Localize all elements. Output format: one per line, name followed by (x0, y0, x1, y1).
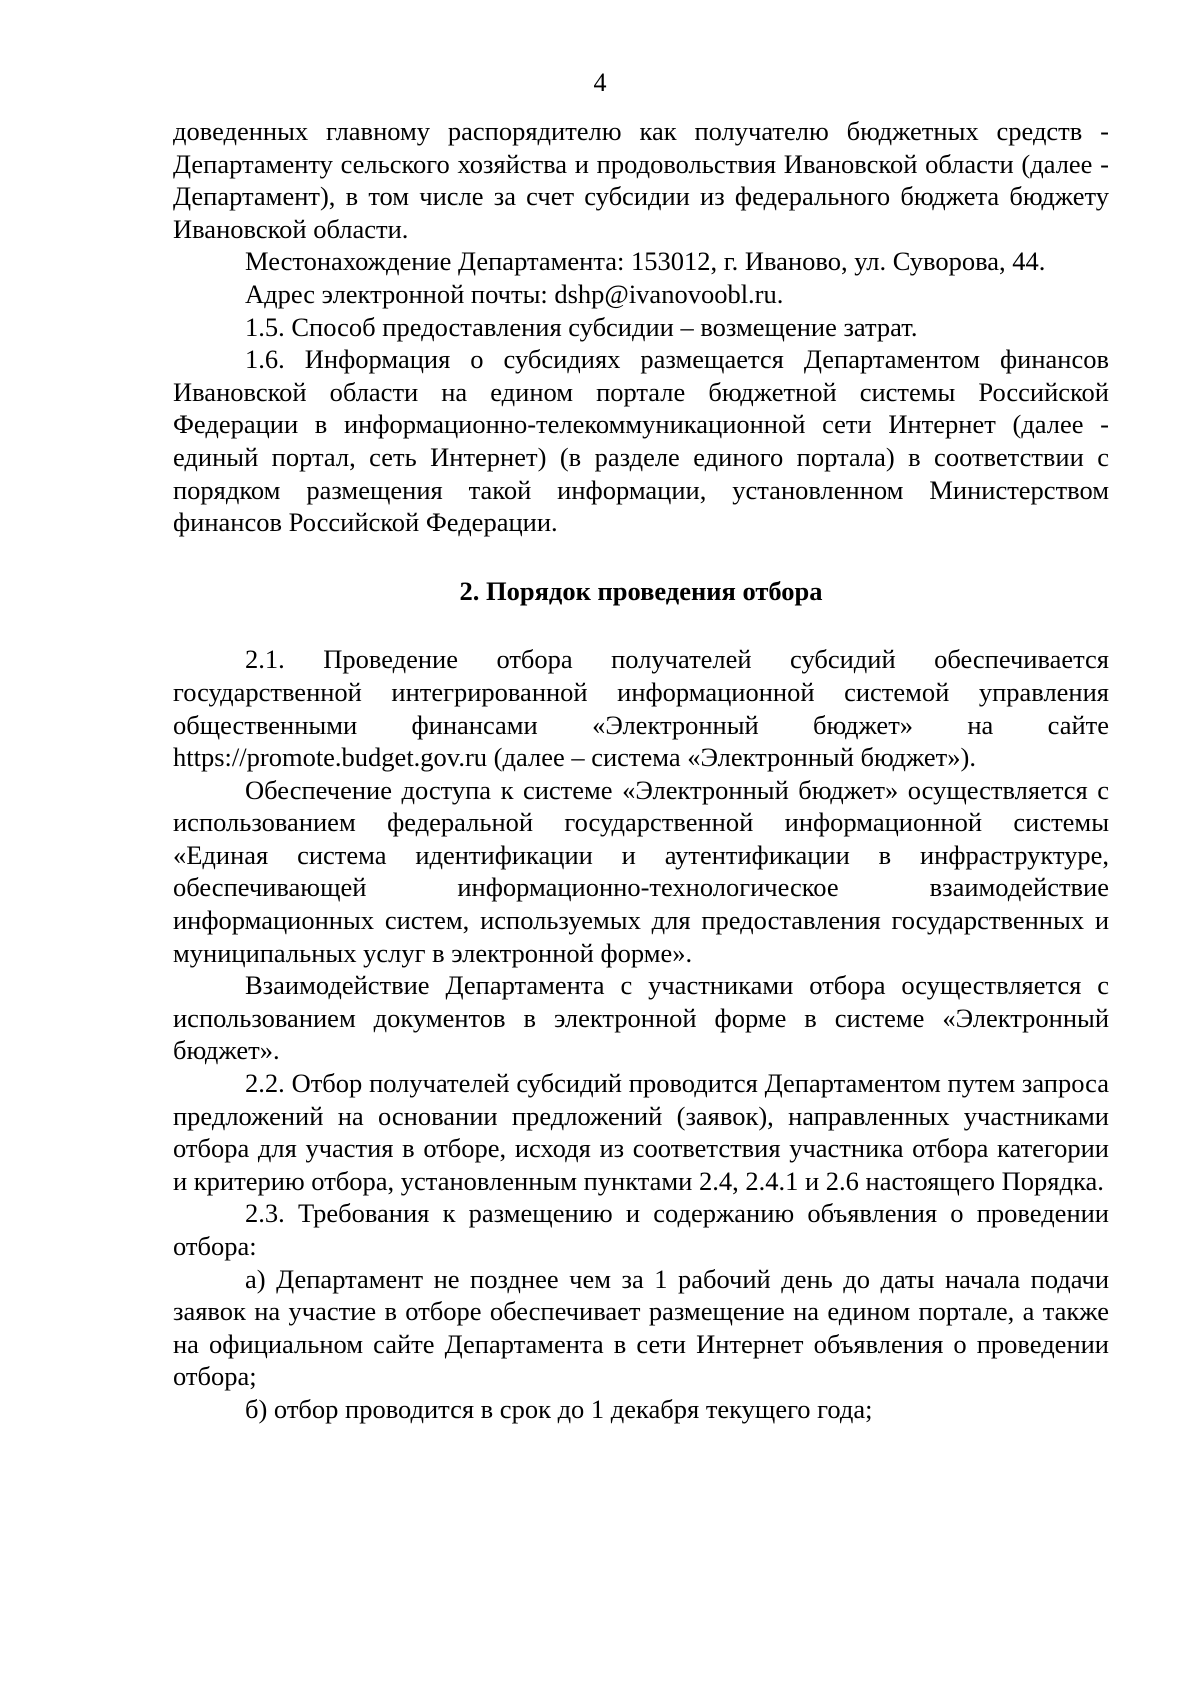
paragraph-2-2: 2.2. Отбор получателей субсидий проводится Департаментом путем запроса предложений на основании предложений (заявок), направленных участниками отбора для участия в отборе, исходя из соответствия участника отбора категории и критерию отбора, установленным пунктами 2.4, 2.4.1 и 2.6 настоящего Порядка. (173, 1068, 1109, 1196)
paragraph-email-address: Адрес электронной почты: dshp@ivanovoobl.ru. (245, 278, 784, 309)
paragraph-1-5: 1.5. Способ предоставления субсидии – возмещение затрат. (245, 311, 918, 342)
paragraph-1-6: 1.6. Информация о субсидиях размещается Департаментом финансов Ивановской области на едином портале бюджетной системы Российской Федерации в информационно-телекоммуникационной сети Интернет (далее - единый портал, сеть Интернет) (в разделе единого портала) в соответствии с порядком размещения такой информации, установленном Министерством финансов Российской Федерации. (173, 344, 1109, 538)
paragraph-2-3: 2.3. Требования к размещению и содержанию объявления о проведении отбора: (173, 1198, 1109, 1261)
paragraph-2-1: 2.1. Проведение отбора получателей субсидий обеспечивается государственной интегрированной информационной системой управления общественными финансами «Электронный бюджет» на сайте https://promote.budget.gov.ru (далее – система «Электронный бюджет»). (173, 644, 1109, 773)
section-heading: 2. Порядок проведения отбора (459, 575, 823, 606)
paragraph-item-b: б) отбор проводится в срок до 1 декабря текущего года; (245, 1393, 873, 1424)
paragraph-department-location: Местонахождение Департамента: 153012, г. Иваново, ул. Суворова, 44. (245, 246, 1046, 277)
paragraph-continuation: доведенных главному распорядителю как получателю бюджетных средств - Департаменту сельского хозяйства и продовольствия Ивановской области (далее - Департамент), в том числе за счет субсидии из федерального бюджета бюджету Ивановской области. (173, 116, 1109, 244)
page-number: 4 (593, 68, 607, 97)
paragraph-interaction: Взаимодействие Департамента с участниками отбора осуществляется с использованием документов в электронной форме в системе «Электронный бюджет». (173, 970, 1109, 1066)
document-body (173, 115, 1109, 1426)
paragraph-item-a: а) Департамент не позднее чем за 1 рабочий день до даты начала подачи заявок на участие в отборе обеспечивает размещение на едином портале, а также на официальном сайте Департамента в сети Интернет объявления о проведении отбора; (173, 1263, 1109, 1392)
paragraph-access-provision: Обеспечение доступа к системе «Электронный бюджет» осуществляется с использованием федеральной государственной информационной системы «Единая система идентификации и аутентификации в инфраструктуре, обеспечивающей информационно-технологическое взаимодействие информационных систем, используемых для предоставления государственных и муниципальных услуг в электронной форме». (173, 774, 1109, 968)
